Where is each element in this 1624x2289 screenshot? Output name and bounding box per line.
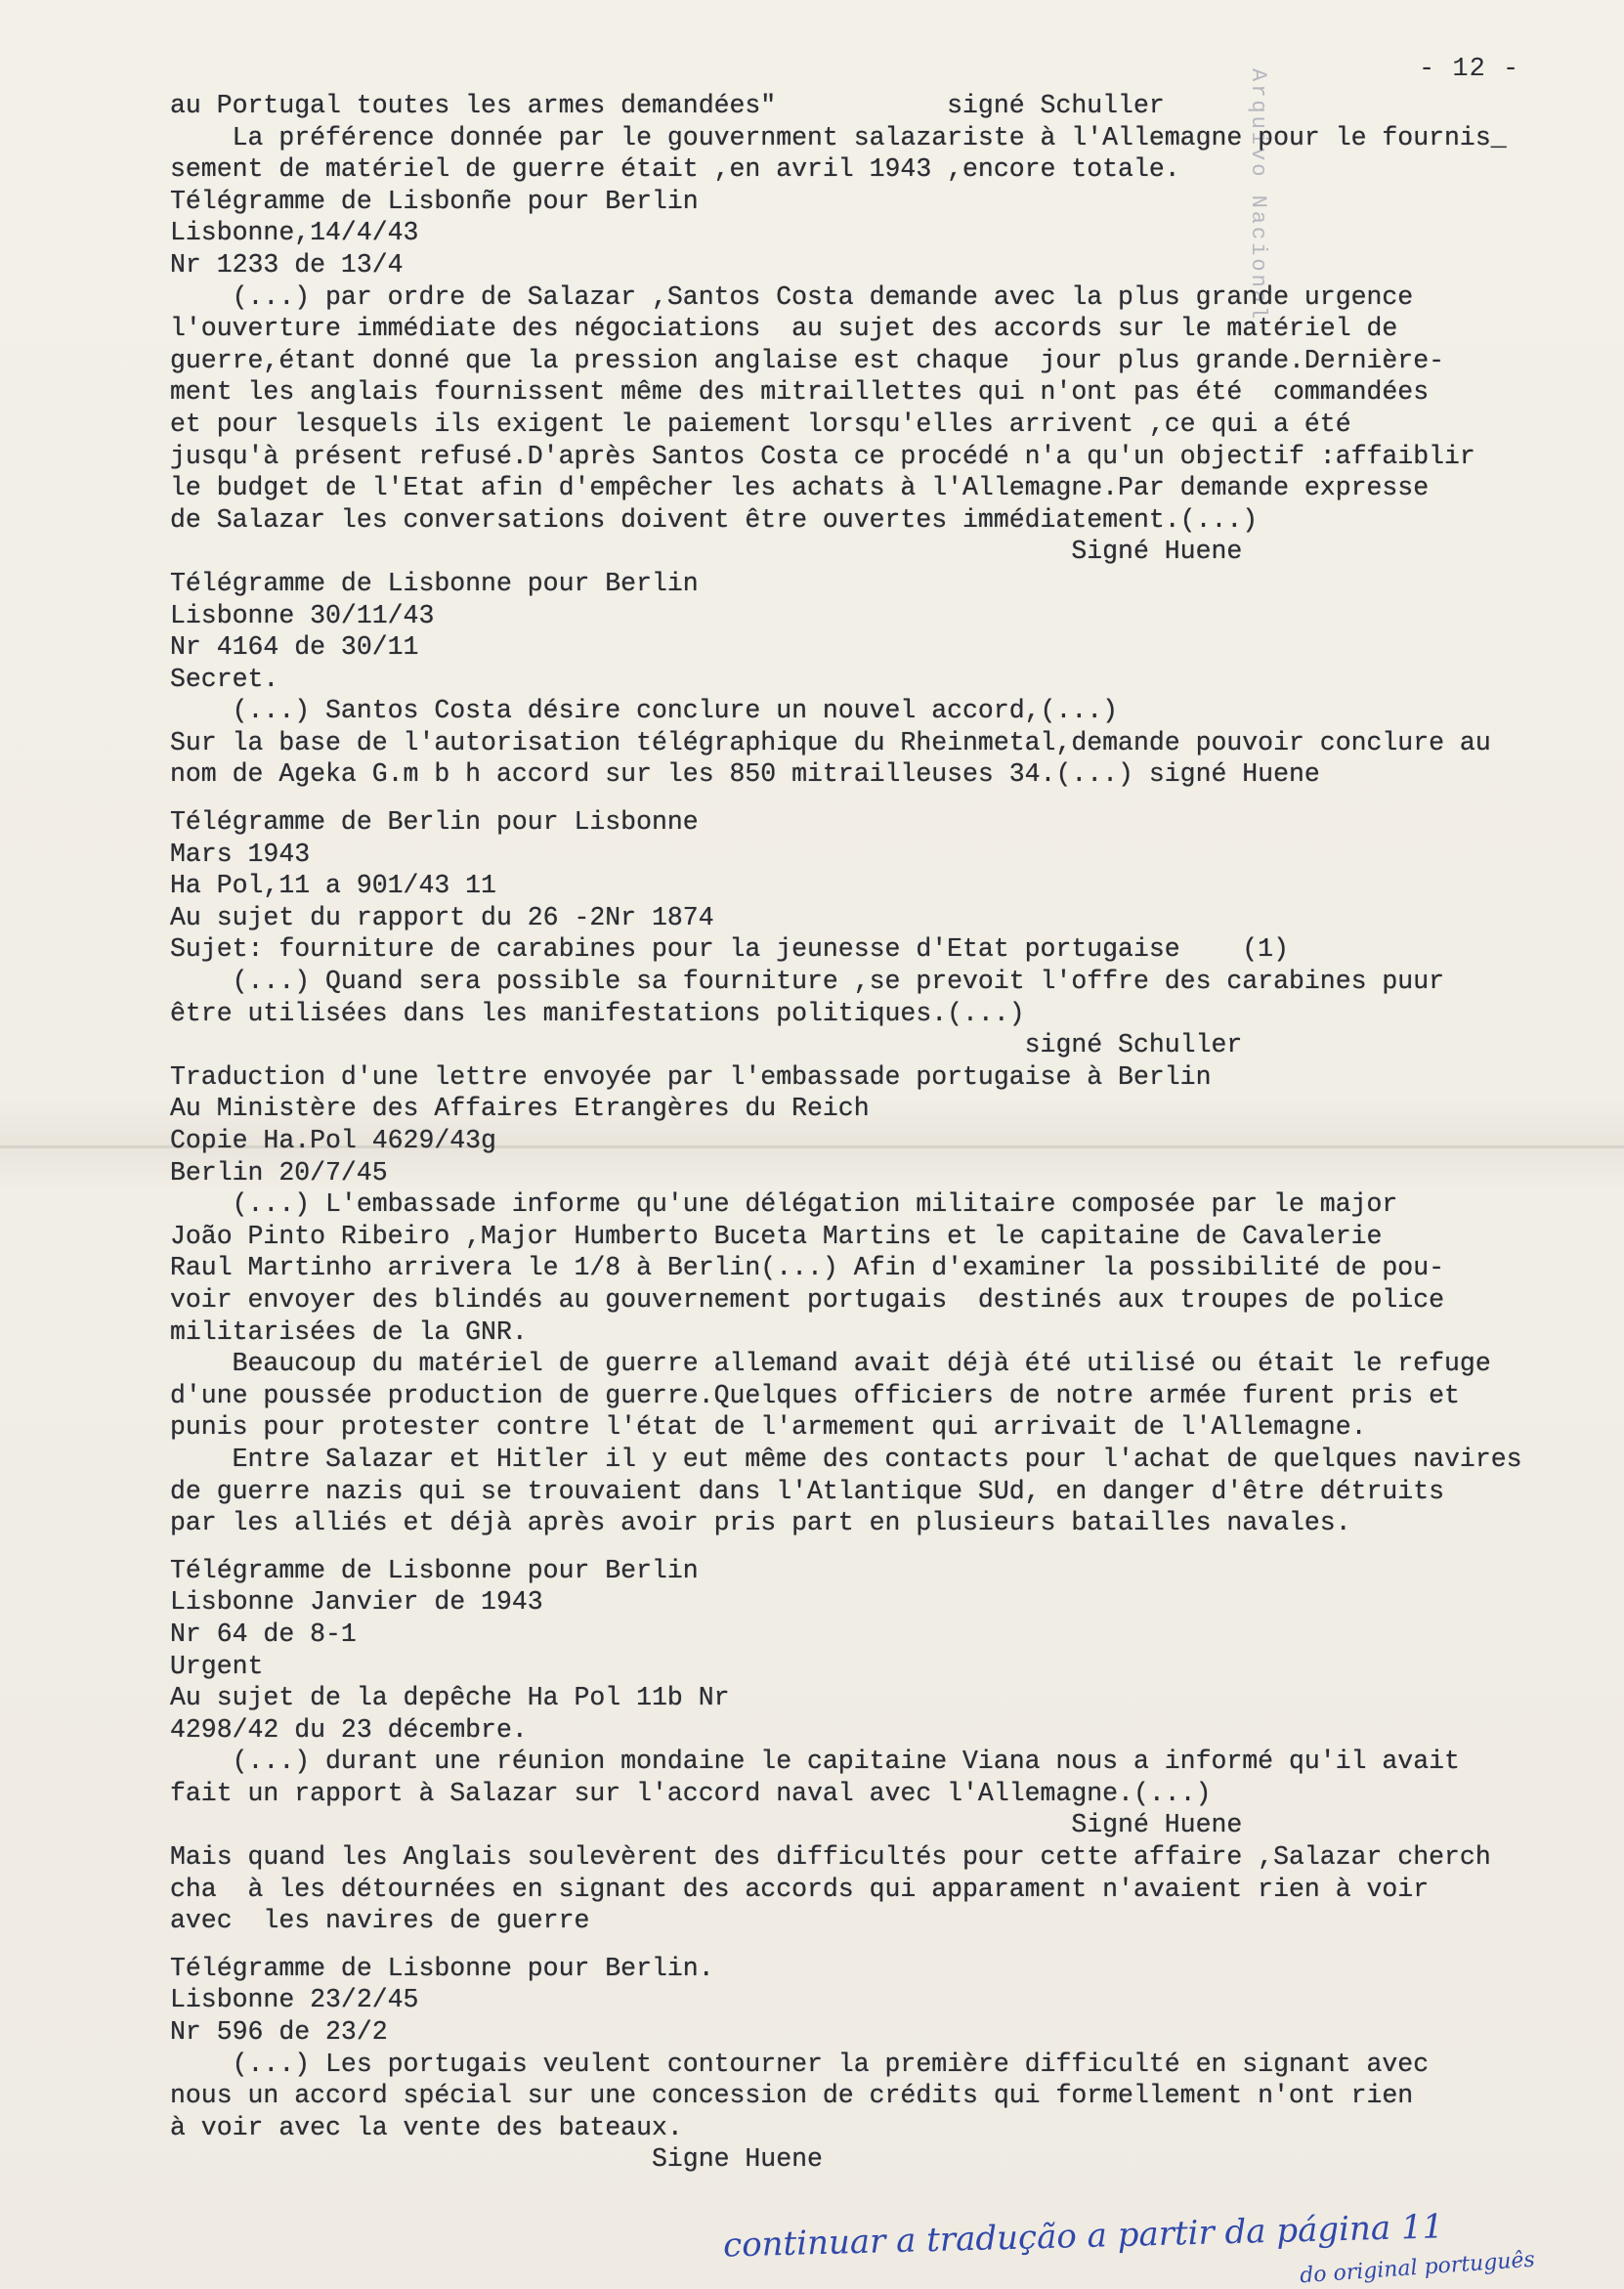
text-line: La préférence donnée par le gouvernment salazariste à l'Allemagne pour le fournis_ bbox=[170, 122, 1507, 152]
text-line: Lisbonne,14/4/43 bbox=[170, 218, 419, 248]
text-line: Entre Salazar et Hitler il y eut même des contacts pour l'achat de quelques navires bbox=[170, 1444, 1522, 1474]
page-number: - 12 - bbox=[1419, 55, 1520, 84]
text-line: Urgent bbox=[170, 1651, 264, 1681]
text-line: (...) L'embassade informe qu'une délégation militaire composée par le major bbox=[170, 1189, 1398, 1220]
text-line: Télégramme de Lisbonñe pour Berlin bbox=[170, 186, 699, 216]
text-line: Télégramme de Berlin pour Lisbonne bbox=[170, 807, 699, 838]
text-line: Au sujet du rapport du 26 -2Nr 1874 bbox=[170, 902, 714, 932]
archive-stamp: Arquivo Nacional bbox=[1246, 68, 1270, 323]
handwritten-note: continuar a tradução a partir da página 11 bbox=[722, 2207, 1444, 2266]
text-line: sement de matériel de guerre était ,en avril 1943 ,encore totale. bbox=[170, 154, 1180, 185]
text-line: Signé Huene bbox=[170, 1810, 1243, 1840]
text-line: de guerre nazis qui se trouvaient dans l'Atlantique SUd, en danger d'être détruits bbox=[170, 1476, 1445, 1506]
text-line: Ha Pol,11 a 901/43 11 bbox=[170, 871, 496, 901]
text-line: Nr 1233 de 13/4 bbox=[170, 249, 404, 280]
text-line: Traduction d'une lettre envoyée par l'embassade portugaise à Berlin bbox=[170, 1061, 1212, 1092]
text-line: (...) Santos Costa désire conclure un nouvel accord,(...) bbox=[170, 696, 1119, 726]
text-line: Signé Huene bbox=[170, 537, 1243, 567]
text-line: Sur la base de l'autorisation télégraphique du Rheinmetal,demande pouvoir conclure au bbox=[170, 727, 1491, 757]
text-line: être utilisées dans les manifestations politiques.(...) bbox=[170, 998, 1025, 1028]
text-line: et pour lesquels ils exigent le paiement lorsqu'elles arrivent ,ce qui a été bbox=[170, 409, 1351, 439]
text-line: fait un rapport à Salazar sur l'accord naval avec l'Allemagne.(...) bbox=[170, 1778, 1212, 1808]
text-line: Télégramme de Lisbonne pour Berlin bbox=[170, 568, 699, 598]
text-line: (...) durant une réunion mondaine le capitaine Viana nous a informé qu'il avait bbox=[170, 1747, 1460, 1777]
text-line: nous un accord spécial sur une concession de crédits qui formellement n'ont rien bbox=[170, 2081, 1414, 2111]
text-line: Beaucoup du matériel de guerre allemand avait déjà été utilisé ou était le refuge bbox=[170, 1349, 1491, 1379]
text-line: de Salazar les conversations doivent être ouvertes immédiatement.(...) bbox=[170, 504, 1259, 535]
typewritten-body bbox=[170, 90, 1616, 2176]
text-line: Secret. bbox=[170, 664, 279, 694]
text-line: Mars 1943 bbox=[170, 839, 311, 869]
text-line: cha à les détournées en signant des accords qui apparament n'avaient rien à voir bbox=[170, 1874, 1430, 1904]
text-line: Signe Huene bbox=[170, 2144, 823, 2175]
text-line: par les alliés et déjà après avoir pris part en plusieurs batailles navales. bbox=[170, 1508, 1351, 1538]
text-line: Lisbonne Janvier de 1943 bbox=[170, 1587, 543, 1618]
text-line: Raul Martinho arrivera le 1/8 à Berlin(...) Afin d'examiner la possibilité de pou- bbox=[170, 1253, 1445, 1283]
text-line: (...) par ordre de Salazar ,Santos Costa demande avec la plus grande urgence bbox=[170, 281, 1414, 312]
text-line bbox=[170, 791, 1616, 806]
text-line: Copie Ha.Pol 4629/43g bbox=[170, 1126, 496, 1155]
text-line: jusqu'à présent refusé.D'après Santos Costa ce procédé n'a qu'un objectif :affaiblir bbox=[170, 441, 1475, 471]
text-line: guerre,étant donné que la pression anglaise est chaque jour plus grande.Dernière- bbox=[170, 345, 1445, 375]
text-line: avec les navires de guerre bbox=[170, 1906, 590, 1936]
text-line: d'une poussée production de guerre.Quelques officiers de notre armée furent pris et bbox=[170, 1380, 1460, 1410]
text-line: militarisées de la GNR. bbox=[170, 1317, 528, 1347]
text-line bbox=[170, 1937, 1616, 1953]
text-line: nom de Ageka G.m b h accord sur les 850 mitrailleuses 34.(...) signé Huene bbox=[170, 759, 1320, 790]
text-line: Sujet: fourniture de carabines pour la jeunesse d'Etat portugaise (1) bbox=[170, 934, 1289, 965]
text-line: signé Schuller bbox=[170, 1030, 1243, 1060]
text-line: voir envoyer des blindés au gouvernement portugais destinés aux troupes de police bbox=[170, 1284, 1445, 1315]
text-line: (...) Les portugais veulent contourner la première difficulté en signant avec bbox=[170, 2049, 1430, 2079]
text-line: à voir avec la vente des bateaux. bbox=[170, 2112, 683, 2142]
text-line: l'ouverture immédiate des négociations au sujet des accords sur le matériel de bbox=[170, 314, 1398, 344]
text-line: ment les anglais fournissent même des mitraillettes qui n'ont pas été commandées bbox=[170, 377, 1430, 408]
text-line: Nr 4164 de 30/11 bbox=[170, 632, 419, 663]
text-line: Nr 596 de 23/2 bbox=[170, 2017, 388, 2048]
text-line: 4298/42 du 23 décembre. bbox=[170, 1714, 528, 1745]
text-line: Télégramme de Lisbonne pour Berlin bbox=[170, 1555, 699, 1585]
text-line: Au Ministère des Affaires Etrangères du Reich bbox=[170, 1094, 870, 1124]
text-line bbox=[170, 1539, 1616, 1555]
text-line: Mais quand les Anglais soulevèrent des difficultés pour cette affaire ,Salazar cherch bbox=[170, 1842, 1491, 1873]
text-line: Berlin 20/7/45 bbox=[170, 1157, 388, 1188]
handwritten-note-continued: do original português bbox=[1299, 2247, 1536, 2289]
text-line: Télégramme de Lisbonne pour Berlin. bbox=[170, 1953, 714, 1983]
text-line: au Portugal toutes les armes demandées" signé Schuller bbox=[170, 91, 1165, 120]
text-line: João Pinto Ribeiro ,Major Humberto Buceta Martins et le capitaine de Cavalerie bbox=[170, 1221, 1383, 1251]
text-line: Au sujet de la depêche Ha Pol 11b Nr bbox=[170, 1683, 730, 1713]
text-line: punis pour protester contre l'état de l'armement qui arrivait de l'Allemagne. bbox=[170, 1412, 1367, 1443]
text-line: Nr 64 de 8-1 bbox=[170, 1619, 357, 1649]
text-line: le budget de l'Etat afin d'empêcher les achats à l'Allemagne.Par demande expresse bbox=[170, 473, 1430, 503]
text-line: Lisbonne 30/11/43 bbox=[170, 600, 435, 630]
text-line: Lisbonne 23/2/45 bbox=[170, 1985, 419, 2015]
text-line: (...) Quand sera possible sa fourniture ,se prevoit l'offre des carabines puur bbox=[170, 967, 1445, 997]
